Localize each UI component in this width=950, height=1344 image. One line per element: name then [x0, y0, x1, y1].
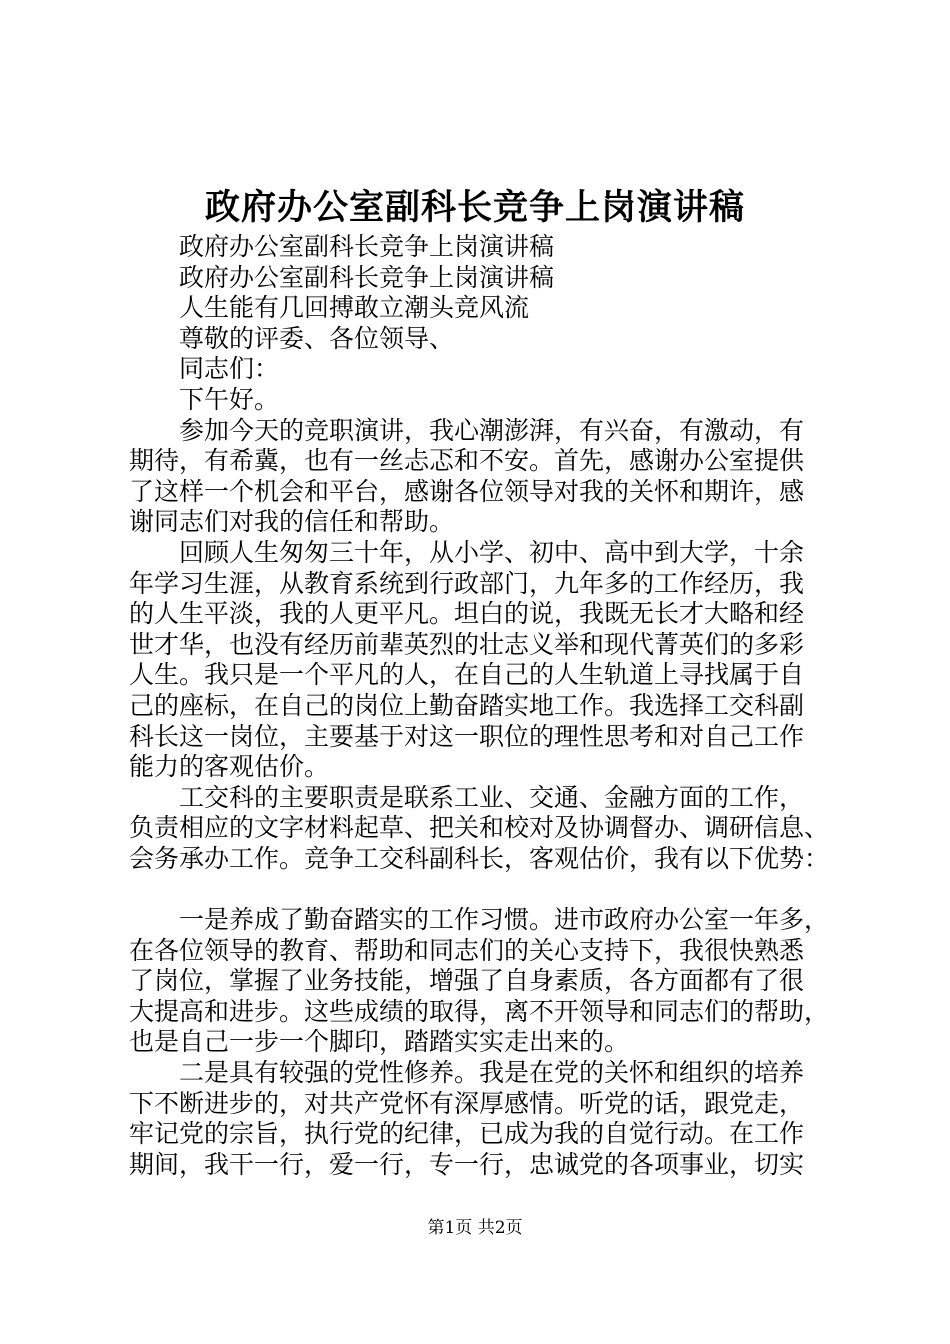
text-line: 在各位领导的教育、帮助和同志们的关心支持下，我很快熟悉: [129, 935, 805, 965]
text-line: 大提高和进步。这些成绩的取得，离不开领导和同志们的帮助，: [129, 996, 830, 1026]
text-line: 人生。我只是一个平凡的人，在自己的人生轨道上寻找属于自: [129, 660, 805, 690]
text-line: 了这样一个机会和平台，感谢各位领导对我的关怀和期许，感: [129, 476, 805, 506]
text-line: 政府办公室副科长竞争上岗演讲稿: [179, 232, 555, 261]
text-line: 回顾人生匆匆三十年，从小学、初中、高中到大学，十余: [179, 537, 805, 567]
blank-line: [129, 874, 849, 905]
text-line: 世才华，也没有经历前辈英烈的壮志义举和现代菁英们的多彩: [129, 629, 805, 659]
text-line: 二是具有较强的党性修养。我是在党的关怀和组织的培养: [179, 1058, 805, 1088]
text-line: 一是养成了勤奋踏实的工作习惯。进市政府办公室一年多，: [179, 905, 830, 935]
text-line: 同志们：: [179, 354, 280, 384]
text-line: 负责相应的文字材料起草、把关和校对及协调督办、调研信息、: [129, 813, 830, 843]
text-line: 科长这一岗位，主要基于对这一职位的理性思考和对自己工作: [129, 721, 805, 751]
text-line: 尊敬的评委、各位领导、: [179, 323, 455, 353]
text-line: 能力的客观估价。: [129, 752, 330, 782]
page-footer: 第1页 共2页: [427, 1218, 523, 1238]
text-line: 年学习生涯，从教育系统到行政部门，九年多的工作经历，我: [129, 568, 805, 598]
text-line: 人生能有几回搏敢立潮头竞风流: [179, 293, 530, 323]
text-line: 下不断进步的，对共产党怀有深厚感情。听党的话，跟党走，: [129, 1088, 805, 1118]
text-line: 牢记党的宗旨，执行党的纪律，已成为我的自觉行动。在工作: [129, 1119, 805, 1149]
text-line: 也是自己一步一个脚印，踏踏实实走出来的。: [129, 1027, 630, 1057]
text-line: 下午好。: [179, 384, 280, 414]
text-line: 的人生平淡，我的人更平凡。坦白的说，我既无长才大略和经: [129, 599, 805, 629]
document-title: 政府办公室副科长竞争上岗演讲稿: [204, 187, 745, 228]
text-line: 期待，有希冀，也有一丝忐忑和不安。首先，感谢办公室提供: [129, 446, 805, 476]
text-line: 工交科的主要职责是联系工业、交通、金融方面的工作，: [179, 782, 805, 812]
text-line: 谢同志们对我的信任和帮助。: [129, 507, 455, 537]
text-line: 参加今天的竞职演讲，我心潮澎湃，有兴奋，有激动，有: [179, 415, 805, 445]
text-line: 政府办公室副科长竞争上岗演讲稿: [179, 262, 555, 292]
text-line: 了岗位，掌握了业务技能，增强了自身素质，各方面都有了很: [129, 966, 805, 996]
document-body: [129, 232, 849, 1180]
text-line: 会务承办工作。竞争工交科副科长，客观估价，我有以下优势：: [129, 843, 830, 873]
text-line: 己的座标，在自己的岗位上勤奋踏实地工作。我选择工交科副: [129, 690, 805, 720]
text-line: 期间，我干一行，爱一行，专一行，忠诚党的各项事业，切实: [129, 1149, 805, 1179]
